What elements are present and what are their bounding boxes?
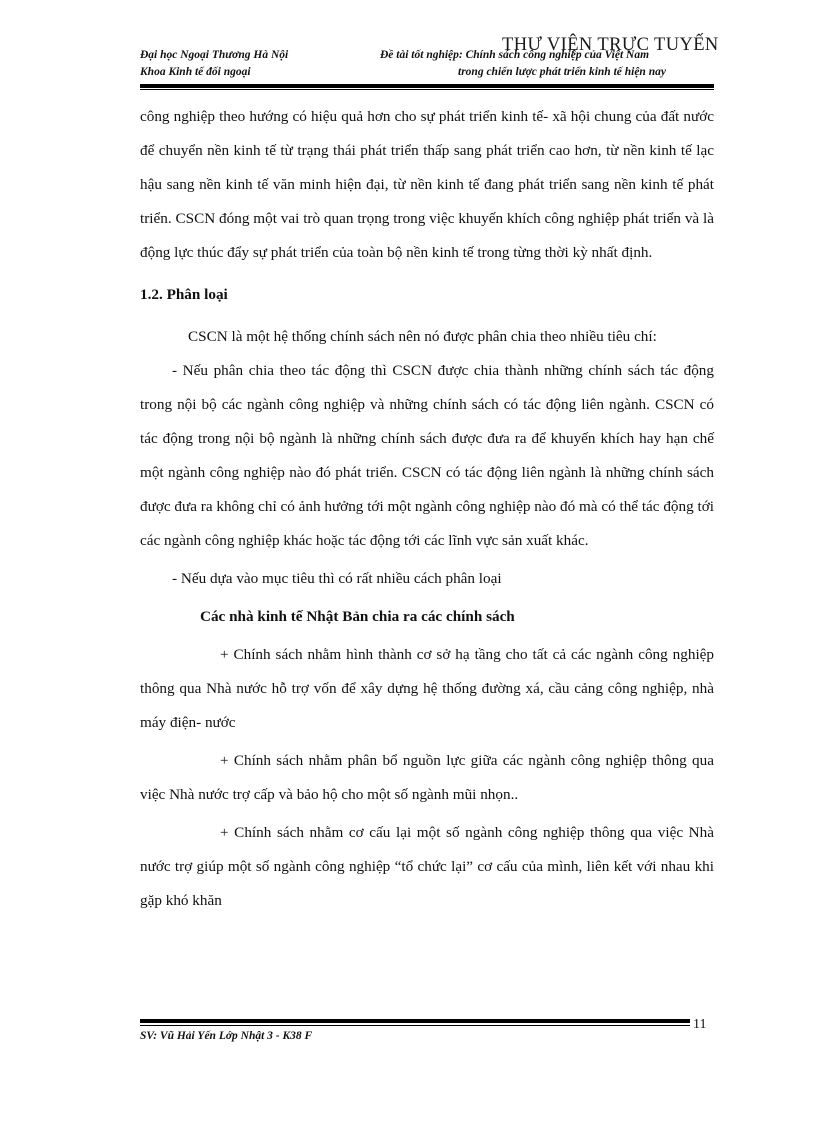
footer-rule-thin	[140, 1025, 690, 1026]
list-item-resource-allocation: + Chính sách nhằm phân bổ nguồn lực giữa các ngành công nghiệp thông qua việc Nhà nước trợ cấp và bảo hộ cho một số ngành mũi nhọn..	[140, 752, 714, 803]
header-rule-thin	[140, 89, 714, 90]
footer-rule-thick	[140, 1019, 690, 1023]
list-item-restructuring: + Chính sách nhằm cơ cấu lại một số ngành công nghiệp thông qua việc Nhà nước trợ giúp một số ngành công nghiệp “tổ chức lại” cơ cấu của mình, liên kết với nhau khi gặp khó khăn	[140, 824, 714, 909]
paragraph-criteria: CSCN là một hệ thống chính sách nên nó được phân chia theo nhiều tiêu chí:	[188, 328, 657, 345]
list-item-infrastructure: + Chính sách nhằm hình thành cơ sở hạ tầng cho tất cả các ngành công nghiệp thông qua Nhà nước hỗ trợ vốn để xây dựng hệ thống đường xá, cầu cảng công nghiệp, nhà máy điện- nước	[140, 646, 714, 731]
paragraph-by-impact: - Nếu phân chia theo tác động thì CSCN được chia thành những chính sách tác động trong nội bộ các ngành công nghiệp và những chính sách có tác động liên ngành. CSCN có tác động trong nội bộ ngành là những chính sách được đưa ra để khuyến khích hay hạn chế một ngành công nghiệp nào đó phát triển. CSCN có tác động liên ngành là những chính sách được đưa ra không chỉ có ảnh hưởng tới một ngành công nghiệp nào đó mà có thể tác động tới các ngành công nghiệp khác hoặc tác động tới các lĩnh vực sản xuất khác.	[140, 362, 714, 549]
document-body	[140, 100, 714, 918]
header-university: Đại học Ngoại Thương Hà Nội	[140, 49, 289, 61]
paragraph-by-goal: - Nếu dựa vào mục tiêu thì có rất nhiều cách phân loại	[172, 570, 502, 587]
header-thesis-subtitle: trong chiến lược phát triển kinh tế hiện nay	[458, 66, 666, 78]
section-heading: 1.2. Phân loại	[140, 286, 228, 303]
header-faculty: Khoa Kinh tế đối ngoại	[140, 66, 251, 78]
footer-author: SV: Vũ Hải Yến Lớp Nhật 3 - K38 F	[140, 1030, 313, 1042]
header-rule-thick	[140, 84, 714, 88]
header-thesis-title: Đề tài tốt nghiệp: Chính sách công nghiệp của Việt Nam	[380, 49, 650, 61]
subheading-japanese-economists: Các nhà kinh tế Nhật Bản chia ra các chính sách	[200, 608, 515, 625]
page-number: 11	[693, 1017, 707, 1032]
watermark-text: THƯ VIỆN TRỰC TUYẾN	[502, 35, 719, 55]
paragraph-intro: công nghiệp theo hướng có hiệu quả hơn cho sự phát triển kinh tế- xã hội chung của đất nước để chuyển nền kinh tế từ trạng thái phát triển thấp sang phát triển cao hơn, từ nền kinh tế lạc hậu sang nền kinh tế văn minh hiện đại, từ nền kinh tế đang phát triển sang nền kinh tế phát triển. CSCN đóng một vai trò quan trọng trong việc khuyến khích công nghiệp phát triển và là động lực thúc đẩy sự phát triển của toàn bộ nền kinh tế trong từng thời kỳ nhất định.	[140, 108, 714, 261]
